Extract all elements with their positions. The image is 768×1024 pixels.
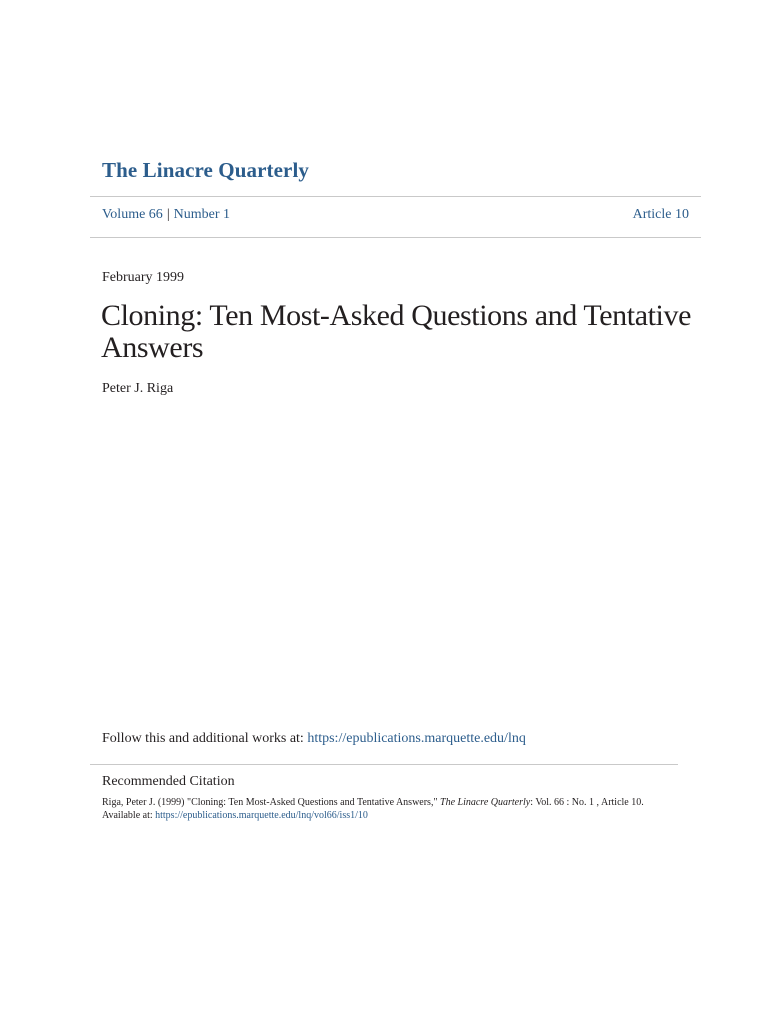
follow-label: Follow this and additional works at: [102, 731, 308, 746]
recommended-citation-heading: Recommended Citation [102, 774, 235, 789]
citation-suffix: : Vol. 66 : No. 1 , Article 10. [530, 797, 644, 808]
issue-separator: | [166, 207, 170, 222]
journal-title-link[interactable]: The Linacre Quarterly [102, 158, 310, 182]
follow-url-link[interactable]: https://epublications.marquette.edu/lnq [307, 731, 526, 746]
citation-prefix: Riga, Peter J. (1999) "Cloning: Ten Most-Asked Questions and Tentative Answers," [102, 797, 441, 808]
citation-divider [90, 764, 678, 765]
article-number-link[interactable]: Article 10 [632, 207, 689, 222]
header-divider-top [90, 196, 701, 197]
number-link[interactable]: Number 1 [173, 207, 231, 222]
header-divider-bottom [90, 237, 701, 238]
follow-line [102, 731, 526, 747]
citation-journal: The Linacre Quarterly [440, 797, 531, 808]
article-title: Cloning: Ten Most-Asked Questions and Tentative Answers [101, 299, 692, 364]
available-label: Available at: [102, 810, 156, 821]
volume-link[interactable]: Volume 66 [102, 207, 163, 222]
publication-date: February 1999 [102, 270, 185, 285]
citation-text [102, 796, 722, 822]
available-url-link[interactable]: https://epublications.marquette.edu/lnq/vol66/iss1/10 [155, 810, 368, 821]
author-name: Peter J. Riga [102, 381, 174, 396]
issue-volume-number [102, 207, 230, 223]
